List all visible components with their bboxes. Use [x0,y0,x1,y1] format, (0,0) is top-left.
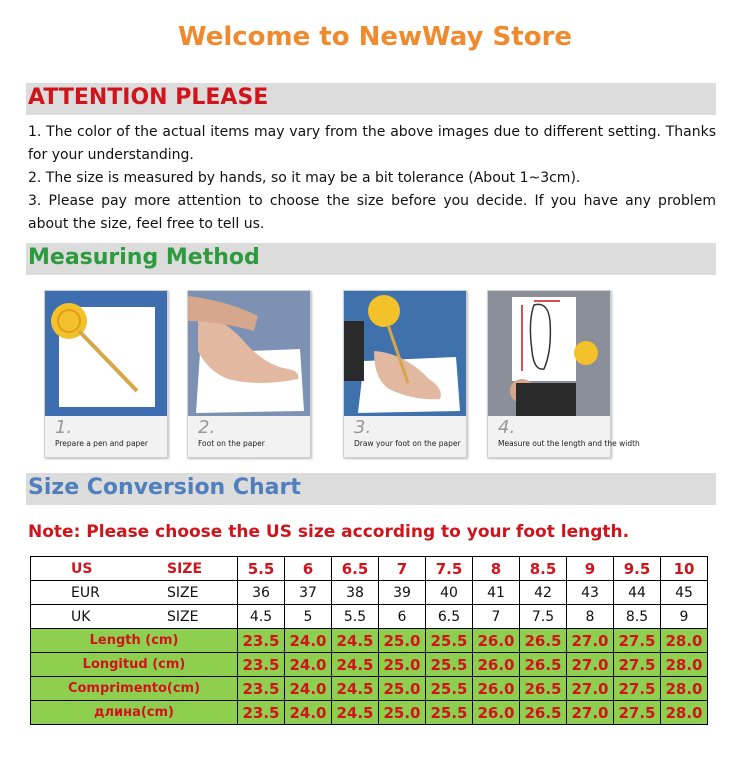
measuring-heading: Measuring Method [28,245,260,270]
size-row-label: Longitud (cm) [31,653,238,677]
note-1: 1. The color of the actual items may vary from the above images due to different setting. Thanks for your understanding. [28,124,716,163]
size-cell: 6.5 [332,557,379,581]
size-row-label: длина(cm) [31,701,238,725]
size-cell: 36 [238,581,285,605]
size-row [31,605,708,629]
size-cell: 25.5 [426,677,473,701]
size-cell: 24.0 [285,653,332,677]
size-cell: 42 [520,581,567,605]
size-cell: 5.5 [332,605,379,629]
size-row [31,701,708,725]
size-row-label [31,557,238,581]
size-cell: 26.0 [473,653,520,677]
size-cell: 26.0 [473,677,520,701]
size-cell: 24.5 [332,701,379,725]
size-cell: 8.5 [520,557,567,581]
size-cell: 27.5 [614,701,661,725]
pen-and-paper-illustration [45,291,167,416]
size-table [30,556,708,725]
size-cell: 8 [567,605,614,629]
size-cell: 24.5 [332,653,379,677]
size-cell: 24.5 [332,677,379,701]
size-cell: 27.0 [567,653,614,677]
size-cell: 28.0 [661,629,708,653]
size-cell: 26.0 [473,629,520,653]
size-cell: 23.5 [238,653,285,677]
size-cell: 39 [379,581,426,605]
size-row [31,677,708,701]
size-cell: 28.0 [661,653,708,677]
step-4-photo [487,290,640,458]
size-cell: 6 [379,605,426,629]
step-2-caption: Foot on the paper [198,439,265,448]
page-title: Welcome to NewWay Store [177,22,573,52]
size-cell: 23.5 [238,629,285,653]
size-cell: 41 [473,581,520,605]
size-cell: 23.5 [238,701,285,725]
size-row-label: Length (cm) [31,629,238,653]
size-row [31,557,708,581]
size-cell: 25.5 [426,629,473,653]
size-cell: 6 [285,557,332,581]
size-cell: 5.5 [238,557,285,581]
size-cell: 25.5 [426,701,473,725]
size-row [31,629,708,653]
size-cell: 27.0 [567,677,614,701]
size-cell: 27.5 [614,629,661,653]
size-cell: 43 [567,581,614,605]
size-row [31,581,708,605]
size-cell: 26.0 [473,701,520,725]
size-cell: 24.0 [285,677,332,701]
size-cell: 10 [661,557,708,581]
size-cell: 25.5 [426,653,473,677]
size-system: UK [71,608,91,625]
size-cell: 25.0 [379,653,426,677]
size-cell: 45 [661,581,708,605]
size-cell: 26.5 [520,653,567,677]
step-2-number: 2. [198,417,216,438]
size-cell: 44 [614,581,661,605]
size-system: EUR [71,584,100,601]
size-cell: 27.5 [614,653,661,677]
size-system: US [71,560,93,577]
size-cell: 8.5 [614,605,661,629]
step-1-caption: Prepare a pen and paper [55,439,148,448]
size-chart-heading: Size Conversion Chart [28,475,301,500]
step-3-photo [343,290,467,458]
note-2: 2. The size is measured by hands, so it may be a bit tolerance (About 1~3cm). [28,170,581,186]
size-unit: SIZE [167,584,199,601]
size-cell: 4.5 [238,605,285,629]
step-3-caption: Draw your foot on the paper [354,439,461,448]
measuring-band [26,243,716,275]
size-cell: 40 [426,581,473,605]
step-3-number: 3. [354,417,372,438]
size-cell: 7.5 [520,605,567,629]
size-cell: 27.0 [567,629,614,653]
size-cell: 24.5 [332,629,379,653]
size-cell: 7.5 [426,557,473,581]
size-cell: 9 [661,605,708,629]
size-row [31,653,708,677]
size-unit: SIZE [167,560,203,577]
size-cell: 38 [332,581,379,605]
size-cell: 24.0 [285,629,332,653]
step-1-number: 1. [55,417,73,438]
attention-band [26,83,716,115]
size-cell: 26.5 [520,629,567,653]
size-cell: 9.5 [614,557,661,581]
size-cell: 25.0 [379,701,426,725]
draw-foot-illustration [344,291,466,416]
attention-notes [28,121,716,236]
size-cell: 23.5 [238,677,285,701]
size-cell: 25.0 [379,677,426,701]
size-cell: 6.5 [426,605,473,629]
size-cell: 25.0 [379,629,426,653]
size-cell: 28.0 [661,677,708,701]
size-cell: 5 [285,605,332,629]
size-cell: 24.0 [285,701,332,725]
step-2-photo [187,290,311,458]
size-cell: 27.0 [567,701,614,725]
note-3: 3. Please pay more attention to choose the size before you decide. If you have any problem about the size, feel free to tell us. [28,193,716,232]
size-row-label [31,605,238,629]
size-cell: 7 [473,605,520,629]
attention-heading: ATTENTION PLEASE [28,85,269,110]
size-cell: 26.5 [520,701,567,725]
size-chart-band [26,473,716,505]
size-cell: 28.0 [661,701,708,725]
step-4-caption: Measure out the length and the width [498,439,640,448]
step-4-number: 4. [498,417,516,438]
size-row-label: Comprimento(cm) [31,677,238,701]
measure-length-width-illustration [488,291,610,416]
step-1-photo [44,290,168,458]
size-cell: 7 [379,557,426,581]
size-row-label [31,581,238,605]
foot-on-paper-illustration [188,291,310,416]
size-unit: SIZE [167,608,199,625]
size-cell: 37 [285,581,332,605]
size-cell: 27.5 [614,677,661,701]
size-note: Note: Please choose the US size according to your foot length. [28,522,630,542]
size-cell: 26.5 [520,677,567,701]
size-cell: 8 [473,557,520,581]
size-cell: 9 [567,557,614,581]
